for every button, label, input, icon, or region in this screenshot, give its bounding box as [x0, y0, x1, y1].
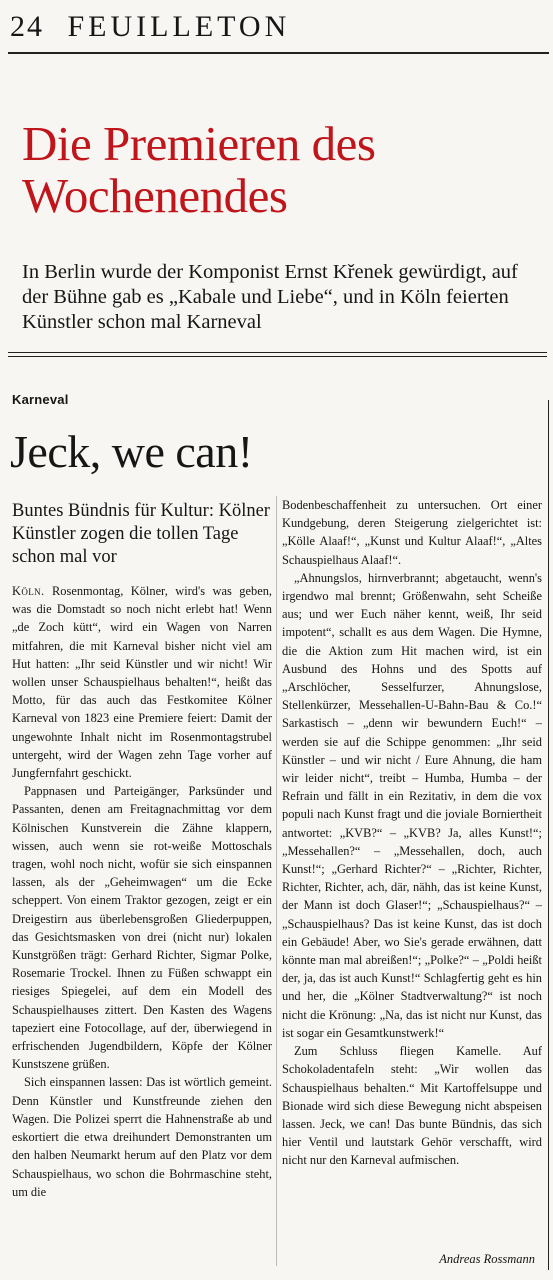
paragraph: Pappnasen und Parteigänger, Parksünder und Passanten, denen am Freitagnachmittag vor dem Kölnischen Kunstverein die Zähne klappern, wissen, auch wenn sie rot-weiße Mottoschals tragen, wohl noch nicht, wofür sie sich einspannen lassen, als der „Geheimwagen“ um die Ecke scheppert. Von einem Traktor gezogen, zeigt er ein Dreigestirn aus überlebensgroßen Gliederpuppen, das Gesichtsmasken von drei (nicht nur) lokalen Kunstgrößen trägt: Gerhard Richter, Sigmar Polke, Rosemarie Trockel. Ihnen zu Füßen schwappt ein riesiges Spiegelei, auf dem ein Modell des Schauspielhauses zittert. Den Kasten des Wagens tapeziert eine Fotocollage, auf der, überwiegend in erfrischenden Jugendbildern, Köpfe der Kölner Kunstszene grüßen. [12, 784, 272, 1072]
header-rule [8, 52, 549, 54]
paragraph-text: Rosenmontag, Kölner, wird's was geben, was die Domstadt so noch nicht erlebt hat! Wenn „de Zoch kütt“, wird ein Wagen von Narren mitfahren, die mit Karneval bisher nicht viel am Hut hatten: „Ihr seid Künstler und wir nicht! Wir wollen unser Schauspielhaus behalten!“, heißt das Motto, für das auch das Festkomitee Kölner Karneval von 1823 eine Premiere feiert: Damit der ungewohnte Inhalt nicht im Rosenmontagstrubel untergeht, wird der Wagen zehn Tage vorher auf Jungfernfahrt geschickt. [12, 584, 272, 781]
page-number: 24 [10, 10, 44, 43]
paragraph: „Ahnungslos, hirnverbrannt; abgetaucht, wenn's irgendwo mal brennt; Größenwahn, seht Scheiße aus; und wer Euch näher kennt, weiß, Ihr seid impotent“, schallt es aus dem Wagen. Die Hymne, die die Aktion zum Hit machen wird, ist ein Ausbund des Hohns und des Spotts auf „Arschlöcher, Sesselfurzer, Ahnungslose, Stellenkürzer, Messehallen-U-Bahn-Bau & Co.!“ Sarkastisch – „denn wir bewundern Euch!“ – werden sie auf die Schippe genommen: „Ihr seid Künstler – und wir nicht / Eure Ahnung, die ham wir leider nicht“, treibt – Humba, Humba – der Refrain und fällt in ein Rezitativ, in dem die vox populi nach Kunst fragt und die joviale Borniertheit antwortet: „KVB?“ – „KVB? Ja, alles Kunst!“; „Messehallen?“ – „Messehallen, doch, auch Kunst!“; „Gerhard Richter?“ – „Richter, Richter, Richter, Richter, ach, där, nähh, das ist keine Kunst, der Mann ist doch Glaser!“; „Schauspielhaus?“ – „Schauspielhaus? Das ist keine Kunst, das ist doch ein Gebäude! Aber, wo Sie's gerade erwähnen, datt könnte man mal abreißen!“; „Polke?“ – „Poldi heißt der, ja, das ist auch Kunst!“ Schlagfertig geht es hin und her, die „Kölner Stadtverwaltung?“ ist noch nicht die Krönung: „Na, das ist nicht nur Kunst, das ist sogar ein Gesamtkunstwerk!“ [282, 570, 542, 1040]
headline-deck: In Berlin wurde der Komponist Ernst Křenek gewürdigt, auf der Bühne gab es „Kabale und Liebe“, und in Köln feierten Künstler schon mal Karneval [22, 261, 518, 333]
paragraph [12, 582, 272, 782]
paragraph: Sich einspannen lassen: Das ist wörtlich gemeint. Denn Künstler und Kunstfreunde ziehen den Wagen. Die Polizei sperrt die Hahnenstraße ab und eskortiert die etwa dreihundert Demonstranten um den halben Neumarkt herum auf den Platz vor dem Schauspielhaus, wo schon die Bohrmaschine steht, um die [12, 1075, 272, 1199]
section-title: FEUILLETON [67, 10, 291, 43]
article-title: Jeck, we can! [10, 426, 253, 477]
article-column-right [282, 496, 542, 1170]
dateline: Köln. [12, 584, 45, 598]
section-divider [8, 352, 547, 353]
article-subtitle: Buntes Bündnis für Kultur: Kölner Künstler zogen die tollen Tage schon mal vor [12, 501, 270, 567]
paragraph: Bodenbeschaffenheit zu untersuchen. Ort einer Kundgebung, deren Steigerung zielgerichtet ist: „Kölle Alaaf!“, „Kunst und Kultur Alaaf!“, „Altes Schauspielhaus Alaaf!“. [282, 498, 542, 567]
page-header [10, 10, 543, 44]
column-separator [276, 496, 277, 1266]
page-headline: Die Premieren des Wochenendes [22, 116, 376, 223]
section-divider-double [8, 356, 547, 357]
paragraph: Zum Schluss fliegen Kamelle. Auf Schokoladentafeln steht: „Wir wollen das Schauspielhaus behalten.“ Mit Kartoffelsuppe und Bionade wird sich diese Bewegung nicht abspeisen lassen. Jeck, we can! Das bunte Bündnis, das sich hier Ventil und lautstark Gehör verschafft, wird nicht nur den Karneval aufmischen. [282, 1044, 542, 1168]
article-right-rule [548, 400, 549, 1270]
article-kicker: Karneval [12, 392, 69, 407]
article-column-left [12, 582, 272, 1201]
author-byline: Andreas Rossmann [439, 1252, 535, 1266]
